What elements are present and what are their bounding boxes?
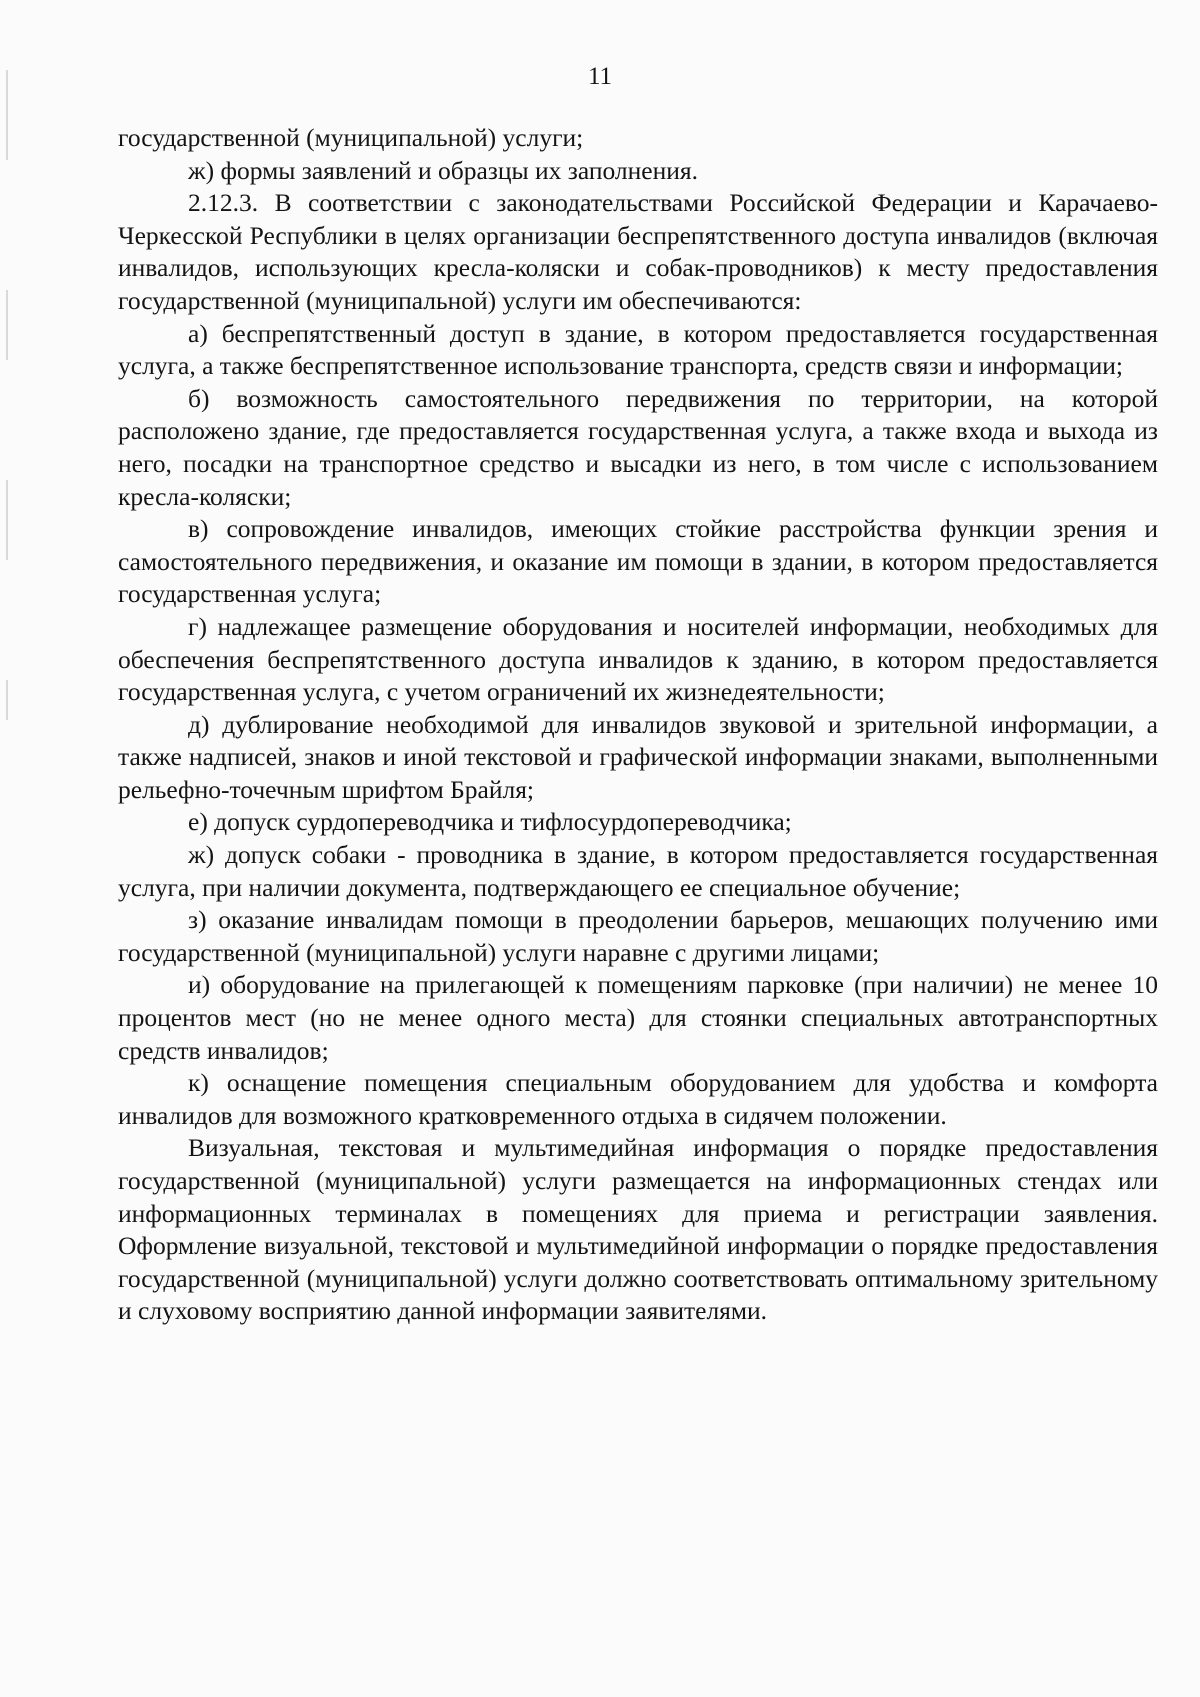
scan-edge-mark <box>6 290 8 360</box>
scan-edge-mark <box>6 480 8 560</box>
paragraph: а) беспрепятственный доступ в здание, в котором предоставляется государственная услуга, а также беспрепятственное использование транспорта, средств связи и информации; <box>118 318 1158 381</box>
paragraph: ж) формы заявлений и образцы их заполнения. <box>188 155 698 185</box>
paragraph: ж) допуск собаки - проводника в здание, в котором предоставляется государственная услуга, при наличии документа, подтверждающего ее специальное обучение; <box>118 840 1158 902</box>
document-body <box>118 122 1158 1328</box>
paragraph: б) возможность самостоятельного передвижения по территории, на которой расположено здание, где предоставляется государственная услуга, а также входа и выхода из него, посадки на транспортное средство и высадки из него, в том числе с использованием кресла-коляски; <box>118 383 1158 511</box>
paragraph: и) оборудование на прилегающей к помещениям парковке (при наличии) не менее 10 процентов мест (но не менее одного места) для стоянки специальных автотранспортных средств инвалидов; <box>118 970 1158 1065</box>
paragraph: в) сопровождение инвалидов, имеющих стойкие расстройства функции зрения и самостоятельного передвижения, и оказание им помощи в здании, в котором предоставляется государственная услуга; <box>118 514 1158 609</box>
paragraph: 2.12.3. В соответствии с законодательствами Российской Федерации и Карачаево-Черкесской Республики в целях организации беспрепятственного доступа инвалидов (включая инвалидов, использующих кресла-коляски и собак-проводников) к месту предоставления государственной (муниципальной) услуги им обеспечиваются: <box>118 188 1158 315</box>
paragraph: Визуальная, текстовая и мультимедийная информация о порядке предоставления государственной (муниципальной) услуги размещается на информационных стендах или информационных терминалах в помещениях для приема и регистрации заявления. Оформление визуальной, текстовой и мультимедийной информации о порядке предоставления государственной (муниципальной) услуги должно соответствовать оптимальному зрительному и слуховому восприятию данной информации заявителями. <box>118 1133 1158 1326</box>
paragraph: з) оказание инвалидам помощи в преодолении барьеров, мешающих получению ими государственной (муниципальной) услуги наравне с другими лицами; <box>118 905 1158 967</box>
paragraph: г) надлежащее размещение оборудования и носителей информации, необходимых для обеспечения беспрепятственного доступа инвалидов к зданию, в котором предоставляется государственная услуга, с учетом ограничений их жизнедеятельности; <box>118 611 1158 707</box>
paragraph: д) дублирование необходимой для инвалидов звуковой и зрительной информации, а также надписей, знаков и иной текстовой и графической информации знаками, выполненными рельефно-точечным шрифтом Брайля; <box>118 709 1158 804</box>
paragraph: е) допуск сурдопереводчика и тифлосурдопереводчика; <box>188 807 792 837</box>
paragraph: государственной (муниципальной) услуги; <box>118 123 584 152</box>
paragraph: к) оснащение помещения специальным оборудованием для удобства и комфорта инвалидов для возможного кратковременного отдыха в сидячем положении. <box>118 1068 1158 1130</box>
page-number: 11 <box>587 63 613 90</box>
scan-edge-mark <box>6 680 8 720</box>
